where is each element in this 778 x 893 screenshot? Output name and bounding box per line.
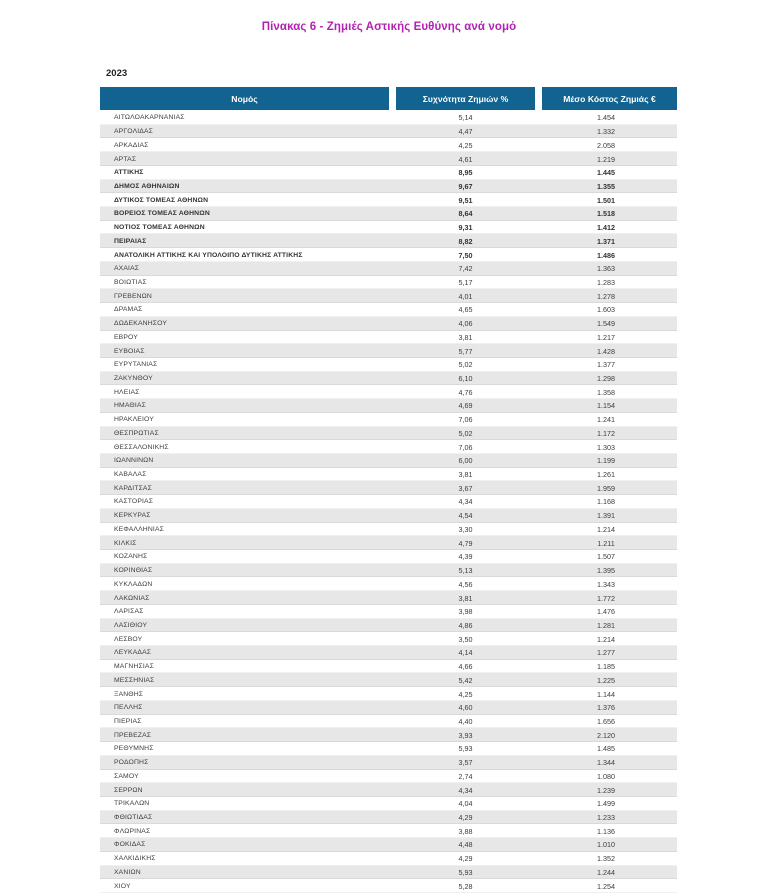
table-row (100, 207, 677, 221)
table-row (100, 427, 677, 441)
table-row (100, 879, 677, 893)
prefecture-cell: ΝΟΤΙΟΣ ΤΟΜΕΑΣ ΑΘΗΝΩΝ (114, 224, 205, 232)
cost-cell: 1.486 (597, 250, 615, 260)
prefecture-cell: ΦΟΚΙΔΑΣ (114, 841, 146, 849)
cost-cell: 1.371 (597, 236, 615, 246)
prefecture-cell: ΚΕΦΑΛΛΗΝΙΑΣ (114, 525, 164, 533)
table-row (100, 413, 677, 427)
frequency-cell: 4,04 (458, 799, 473, 809)
cost-cell: 1.355 (597, 181, 615, 191)
prefecture-cell: ΡΟΔΟΠΗΣ (114, 759, 149, 767)
prefecture-cell: ΔΥΤΙΚΟΣ ΤΟΜΕΑΣ ΑΘΗΝΩΝ (114, 196, 209, 204)
prefecture-cell: ΛΑΣΙΘΙΟΥ (114, 621, 148, 629)
frequency-cell: 5,02 (458, 428, 473, 438)
prefecture-cell: ΦΛΩΡΙΝΑΣ (114, 827, 151, 835)
frequency-cell: 8,95 (458, 168, 473, 178)
page-title: Πίνακας 6 - Ζημιές Αστικής Ευθύνης ανά νομό (261, 21, 517, 33)
frequency-cell: 9,51 (458, 195, 473, 205)
prefecture-cell: ΑΡΓΟΛΙΔΑΣ (114, 128, 154, 136)
cost-cell: 1.283 (597, 277, 615, 287)
cost-cell: 1.225 (597, 675, 615, 685)
frequency-cell: 4,69 (458, 401, 473, 411)
cost-cell: 1.217 (597, 332, 615, 342)
cost-cell: 1.656 (597, 716, 615, 726)
prefecture-cell: ΒΟΡΕΙΟΣ ΤΟΜΕΑΣ ΑΘΗΝΩΝ (114, 210, 210, 218)
table-row (100, 770, 677, 784)
table-row (100, 646, 677, 660)
frequency-cell: 4,39 (458, 552, 473, 562)
prefecture-cell: ΚΟΖΑΝΗΣ (114, 553, 148, 561)
table-row (100, 454, 677, 468)
frequency-cell: 4,25 (458, 689, 473, 699)
frequency-cell: 3,50 (458, 634, 473, 644)
prefecture-cell: ΚΕΡΚΥΡΑΣ (114, 512, 151, 520)
cost-cell: 1.144 (597, 689, 615, 699)
prefecture-cell: ΑΙΤΩΛΟΑΚΑΡΝΑΝΙΑΣ (114, 114, 185, 122)
prefecture-cell: ΧΑΝΙΩΝ (114, 868, 141, 876)
cost-cell: 2.058 (597, 140, 615, 150)
frequency-cell: 2,74 (458, 771, 473, 781)
prefecture-cell: ΚΑΒΑΛΑΣ (114, 471, 147, 479)
table-row (100, 728, 677, 742)
cost-cell: 1.343 (597, 579, 615, 589)
prefecture-cell: ΗΡΑΚΛΕΙΟΥ (114, 416, 154, 424)
cost-cell: 1.239 (597, 785, 615, 795)
cost-cell: 1.428 (597, 346, 615, 356)
cost-cell: 1.185 (597, 662, 615, 672)
frequency-cell: 3,81 (458, 332, 473, 342)
cost-cell: 1.412 (597, 223, 615, 233)
prefecture-cell: ΚΑΡΔΙΤΣΑΣ (114, 484, 152, 492)
prefecture-cell: ΣΕΡΡΩΝ (114, 786, 143, 794)
prefecture-cell: ΗΛΕΙΑΣ (114, 388, 140, 396)
frequency-cell: 5,28 (458, 881, 473, 891)
cost-cell: 1.476 (597, 607, 615, 617)
prefecture-cell: ΕΒΡΟΥ (114, 333, 138, 341)
prefecture-cell: ΑΧΑΙΑΣ (114, 265, 140, 273)
prefecture-cell: ΠΕΛΛΗΣ (114, 704, 143, 712)
cost-cell: 1.136 (597, 826, 615, 836)
frequency-cell: 9,67 (458, 181, 473, 191)
cost-cell: 1.278 (597, 291, 615, 301)
prefecture-cell: ΛΕΥΚΑΔΑΣ (114, 649, 152, 657)
table-row (100, 632, 677, 646)
table-row (100, 605, 677, 619)
cost-cell: 1.298 (597, 374, 615, 384)
table-row (100, 372, 677, 386)
table-row (100, 742, 677, 756)
table-row (100, 673, 677, 687)
cost-cell: 1.211 (597, 538, 615, 548)
prefecture-cell: ΧΑΛΚΙΔΙΚΗΣ (114, 855, 156, 863)
year-label: 2023 (106, 68, 128, 79)
cost-cell: 1.261 (597, 470, 615, 480)
table-row (100, 660, 677, 674)
cost-cell: 1.254 (597, 881, 615, 891)
frequency-cell: 7,06 (458, 442, 473, 452)
frequency-cell: 5,14 (458, 113, 473, 123)
table-row (100, 523, 677, 537)
table-row (100, 344, 677, 358)
prefecture-cell: ΧΙΟΥ (114, 882, 131, 890)
frequency-cell: 8,82 (458, 236, 473, 246)
table-row (100, 248, 677, 262)
table-row (100, 152, 677, 166)
frequency-cell: 4,06 (458, 319, 473, 329)
frequency-cell: 4,25 (458, 140, 473, 150)
cost-cell: 1.244 (597, 867, 615, 877)
prefecture-cell: ΞΑΝΘΗΣ (114, 690, 144, 698)
prefecture-cell: ΠΡΕΒΕΖΑΣ (114, 731, 152, 739)
frequency-cell: 3,93 (458, 730, 473, 740)
frequency-cell: 3,98 (458, 607, 473, 617)
table-row (100, 166, 677, 180)
cost-cell: 1.518 (597, 209, 615, 219)
prefecture-cell: ΡΕΘΥΜΝΗΣ (114, 745, 154, 753)
table-row (100, 111, 677, 125)
frequency-cell: 7,42 (458, 264, 473, 274)
table-row (100, 701, 677, 715)
frequency-cell: 4,40 (458, 716, 473, 726)
cost-cell: 1.352 (597, 854, 615, 864)
table-row (100, 838, 677, 852)
cost-cell: 1.499 (597, 799, 615, 809)
table-row (100, 234, 677, 248)
cost-cell: 1.454 (597, 113, 615, 123)
table-row (100, 509, 677, 523)
cost-cell: 1.507 (597, 552, 615, 562)
cost-cell: 1.214 (597, 634, 615, 644)
frequency-cell: 5,93 (458, 744, 473, 754)
prefecture-cell: ΠΕΙΡΑΙΑΣ (114, 237, 147, 245)
table-row (100, 550, 677, 564)
frequency-cell: 5,93 (458, 867, 473, 877)
frequency-cell: 4,34 (458, 785, 473, 795)
table-row (100, 385, 677, 399)
table-row (100, 193, 677, 207)
prefecture-cell: ΚΑΣΤΟΡΙΑΣ (114, 498, 154, 506)
frequency-cell: 4,86 (458, 620, 473, 630)
prefecture-cell: ΜΑΓΝΗΣΙΑΣ (114, 663, 154, 671)
frequency-cell: 9,31 (458, 223, 473, 233)
prefecture-cell: ΜΕΣΣΗΝΙΑΣ (114, 676, 155, 684)
frequency-cell: 4,48 (458, 840, 473, 850)
table-header-row (100, 87, 677, 110)
frequency-cell: 4,66 (458, 662, 473, 672)
cost-cell: 1.445 (597, 168, 615, 178)
prefecture-cell: ΠΙΕΡΙΑΣ (114, 717, 142, 725)
cost-cell: 1.332 (597, 127, 615, 137)
prefecture-cell: ΓΡΕΒΕΝΩΝ (114, 292, 152, 300)
table-row (100, 715, 677, 729)
table-row (100, 468, 677, 482)
table-row (100, 591, 677, 605)
frequency-cell: 4,29 (458, 813, 473, 823)
prefecture-cell: ΔΗΜΟΣ ΑΘΗΝΑΙΩΝ (114, 182, 180, 190)
prefecture-cell: ΗΜΑΘΙΑΣ (114, 402, 146, 410)
frequency-cell: 4,65 (458, 305, 473, 315)
prefecture-cell: ΒΟΙΩΤΙΑΣ (114, 278, 147, 286)
cost-cell: 2.120 (597, 730, 615, 740)
table-row (100, 687, 677, 701)
frequency-cell: 4,54 (458, 511, 473, 521)
table-row (100, 262, 677, 276)
cost-cell: 1.154 (597, 401, 615, 411)
table-row (100, 138, 677, 152)
table-row (100, 797, 677, 811)
cost-cell: 1.199 (597, 456, 615, 466)
frequency-cell: 7,50 (458, 250, 473, 260)
frequency-cell: 4,14 (458, 648, 473, 658)
table-row (100, 852, 677, 866)
table-row (100, 125, 677, 139)
cost-cell: 1.959 (597, 483, 615, 493)
cost-cell: 1.277 (597, 648, 615, 658)
prefecture-cell: ΛΑΡΙΣΑΣ (114, 608, 144, 616)
table-row (100, 180, 677, 194)
frequency-cell: 4,76 (458, 387, 473, 397)
frequency-cell: 4,79 (458, 538, 473, 548)
table-row (100, 276, 677, 290)
frequency-cell: 4,29 (458, 854, 473, 864)
table-row (100, 783, 677, 797)
cost-cell: 1.214 (597, 524, 615, 534)
cost-cell: 1.358 (597, 387, 615, 397)
cost-cell: 1.303 (597, 442, 615, 452)
cost-cell: 1.344 (597, 758, 615, 768)
frequency-cell: 4,34 (458, 497, 473, 507)
table-row (100, 577, 677, 591)
table-row (100, 481, 677, 495)
prefecture-cell: ΦΘΙΩΤΙΔΑΣ (114, 814, 153, 822)
cost-cell: 1.080 (597, 771, 615, 781)
cost-cell: 1.219 (597, 154, 615, 164)
table-row (100, 756, 677, 770)
table-row (100, 564, 677, 578)
cost-cell: 1.233 (597, 813, 615, 823)
frequency-cell: 3,67 (458, 483, 473, 493)
cost-cell: 1.549 (597, 319, 615, 329)
prefecture-cell: ΘΕΣΣΑΛΟΝΙΚΗΣ (114, 443, 169, 451)
table-row (100, 303, 677, 317)
cost-cell: 1.376 (597, 703, 615, 713)
table-row (100, 811, 677, 825)
cost-cell: 1.395 (597, 566, 615, 576)
frequency-cell: 5,77 (458, 346, 473, 356)
table-row (100, 619, 677, 633)
cost-cell: 1.281 (597, 620, 615, 630)
cost-cell: 1.010 (597, 840, 615, 850)
prefecture-cell: ΑΤΤΙΚΗΣ (114, 169, 144, 177)
frequency-cell: 3,81 (458, 470, 473, 480)
frequency-cell: 4,47 (458, 127, 473, 137)
prefecture-cell: ΘΕΣΠΡΩΤΙΑΣ (114, 429, 159, 437)
cost-cell: 1.391 (597, 511, 615, 521)
prefecture-cell: ΔΡΑΜΑΣ (114, 306, 143, 314)
prefecture-cell: ΣΑΜΟΥ (114, 772, 139, 780)
frequency-cell: 4,56 (458, 579, 473, 589)
table-row (100, 289, 677, 303)
prefecture-cell: ΑΡΤΑΣ (114, 155, 137, 163)
prefecture-cell: ΚΥΚΛΑΔΩΝ (114, 580, 153, 588)
table-row (100, 317, 677, 331)
frequency-cell: 6,00 (458, 456, 473, 466)
cost-cell: 1.603 (597, 305, 615, 315)
cost-cell: 1.485 (597, 744, 615, 754)
frequency-cell: 6,10 (458, 374, 473, 384)
table-row (100, 536, 677, 550)
frequency-cell: 8,64 (458, 209, 473, 219)
prefecture-cell: ΕΥΒΟΙΑΣ (114, 347, 145, 355)
prefecture-cell: ΛΑΚΩΝΙΑΣ (114, 594, 150, 602)
frequency-cell: 4,61 (458, 154, 473, 164)
frequency-cell: 5,17 (458, 277, 473, 287)
frequency-cell: 5,02 (458, 360, 473, 370)
cost-cell: 1.501 (597, 195, 615, 205)
cost-cell: 1.363 (597, 264, 615, 274)
cost-cell: 1.772 (597, 593, 615, 603)
table-row (100, 440, 677, 454)
frequency-cell: 3,30 (458, 524, 473, 534)
table-row (100, 866, 677, 880)
prefecture-cell: ΛΕΣΒΟΥ (114, 635, 143, 643)
table-row (100, 221, 677, 235)
prefecture-cell: ΚΟΡΙΝΘΙΑΣ (114, 567, 153, 575)
prefecture-cell: ΙΩΑΝΝΙΝΩΝ (114, 457, 154, 465)
frequency-cell: 5,42 (458, 675, 473, 685)
prefecture-cell: ΚΙΛΚΙΣ (114, 539, 137, 547)
table-body (100, 111, 677, 893)
cost-cell: 1.377 (597, 360, 615, 370)
cost-cell: 1.241 (597, 415, 615, 425)
frequency-cell: 4,01 (458, 291, 473, 301)
table-row (100, 358, 677, 372)
cost-cell: 1.168 (597, 497, 615, 507)
damages-table (100, 87, 677, 893)
table-row (100, 824, 677, 838)
frequency-cell: 5,13 (458, 566, 473, 576)
table-row (100, 331, 677, 345)
prefecture-cell: ΑΝΑΤΟΛΙΚΗ ΑΤΤΙΚΗΣ ΚΑΙ ΥΠΟΛΟΙΠΟ ΔΥΤΙΚΗΣ ΑΤΤΙΚΗΣ (114, 251, 303, 259)
prefecture-cell: ΔΩΔΕΚΑΝΗΣΟΥ (114, 320, 168, 328)
table-row (100, 399, 677, 413)
column-header-prefecture: Νομός (100, 87, 389, 110)
frequency-cell: 4,60 (458, 703, 473, 713)
prefecture-cell: ΖΑΚΥΝΘΟΥ (114, 375, 153, 383)
prefecture-cell: ΕΥΡΥΤΑΝΙΑΣ (114, 361, 158, 369)
table-row (100, 495, 677, 509)
frequency-cell: 3,57 (458, 758, 473, 768)
column-header-frequency: Συχνότητα Ζημιών % (396, 87, 535, 110)
cost-cell: 1.172 (597, 428, 615, 438)
frequency-cell: 3,81 (458, 593, 473, 603)
prefecture-cell: ΤΡΙΚΑΛΩΝ (114, 800, 150, 808)
prefecture-cell: ΑΡΚΑΔΙΑΣ (114, 141, 149, 149)
frequency-cell: 7,06 (458, 415, 473, 425)
frequency-cell: 3,88 (458, 826, 473, 836)
column-header-cost: Μέσο Κόστος Ζημιάς € (542, 87, 677, 110)
